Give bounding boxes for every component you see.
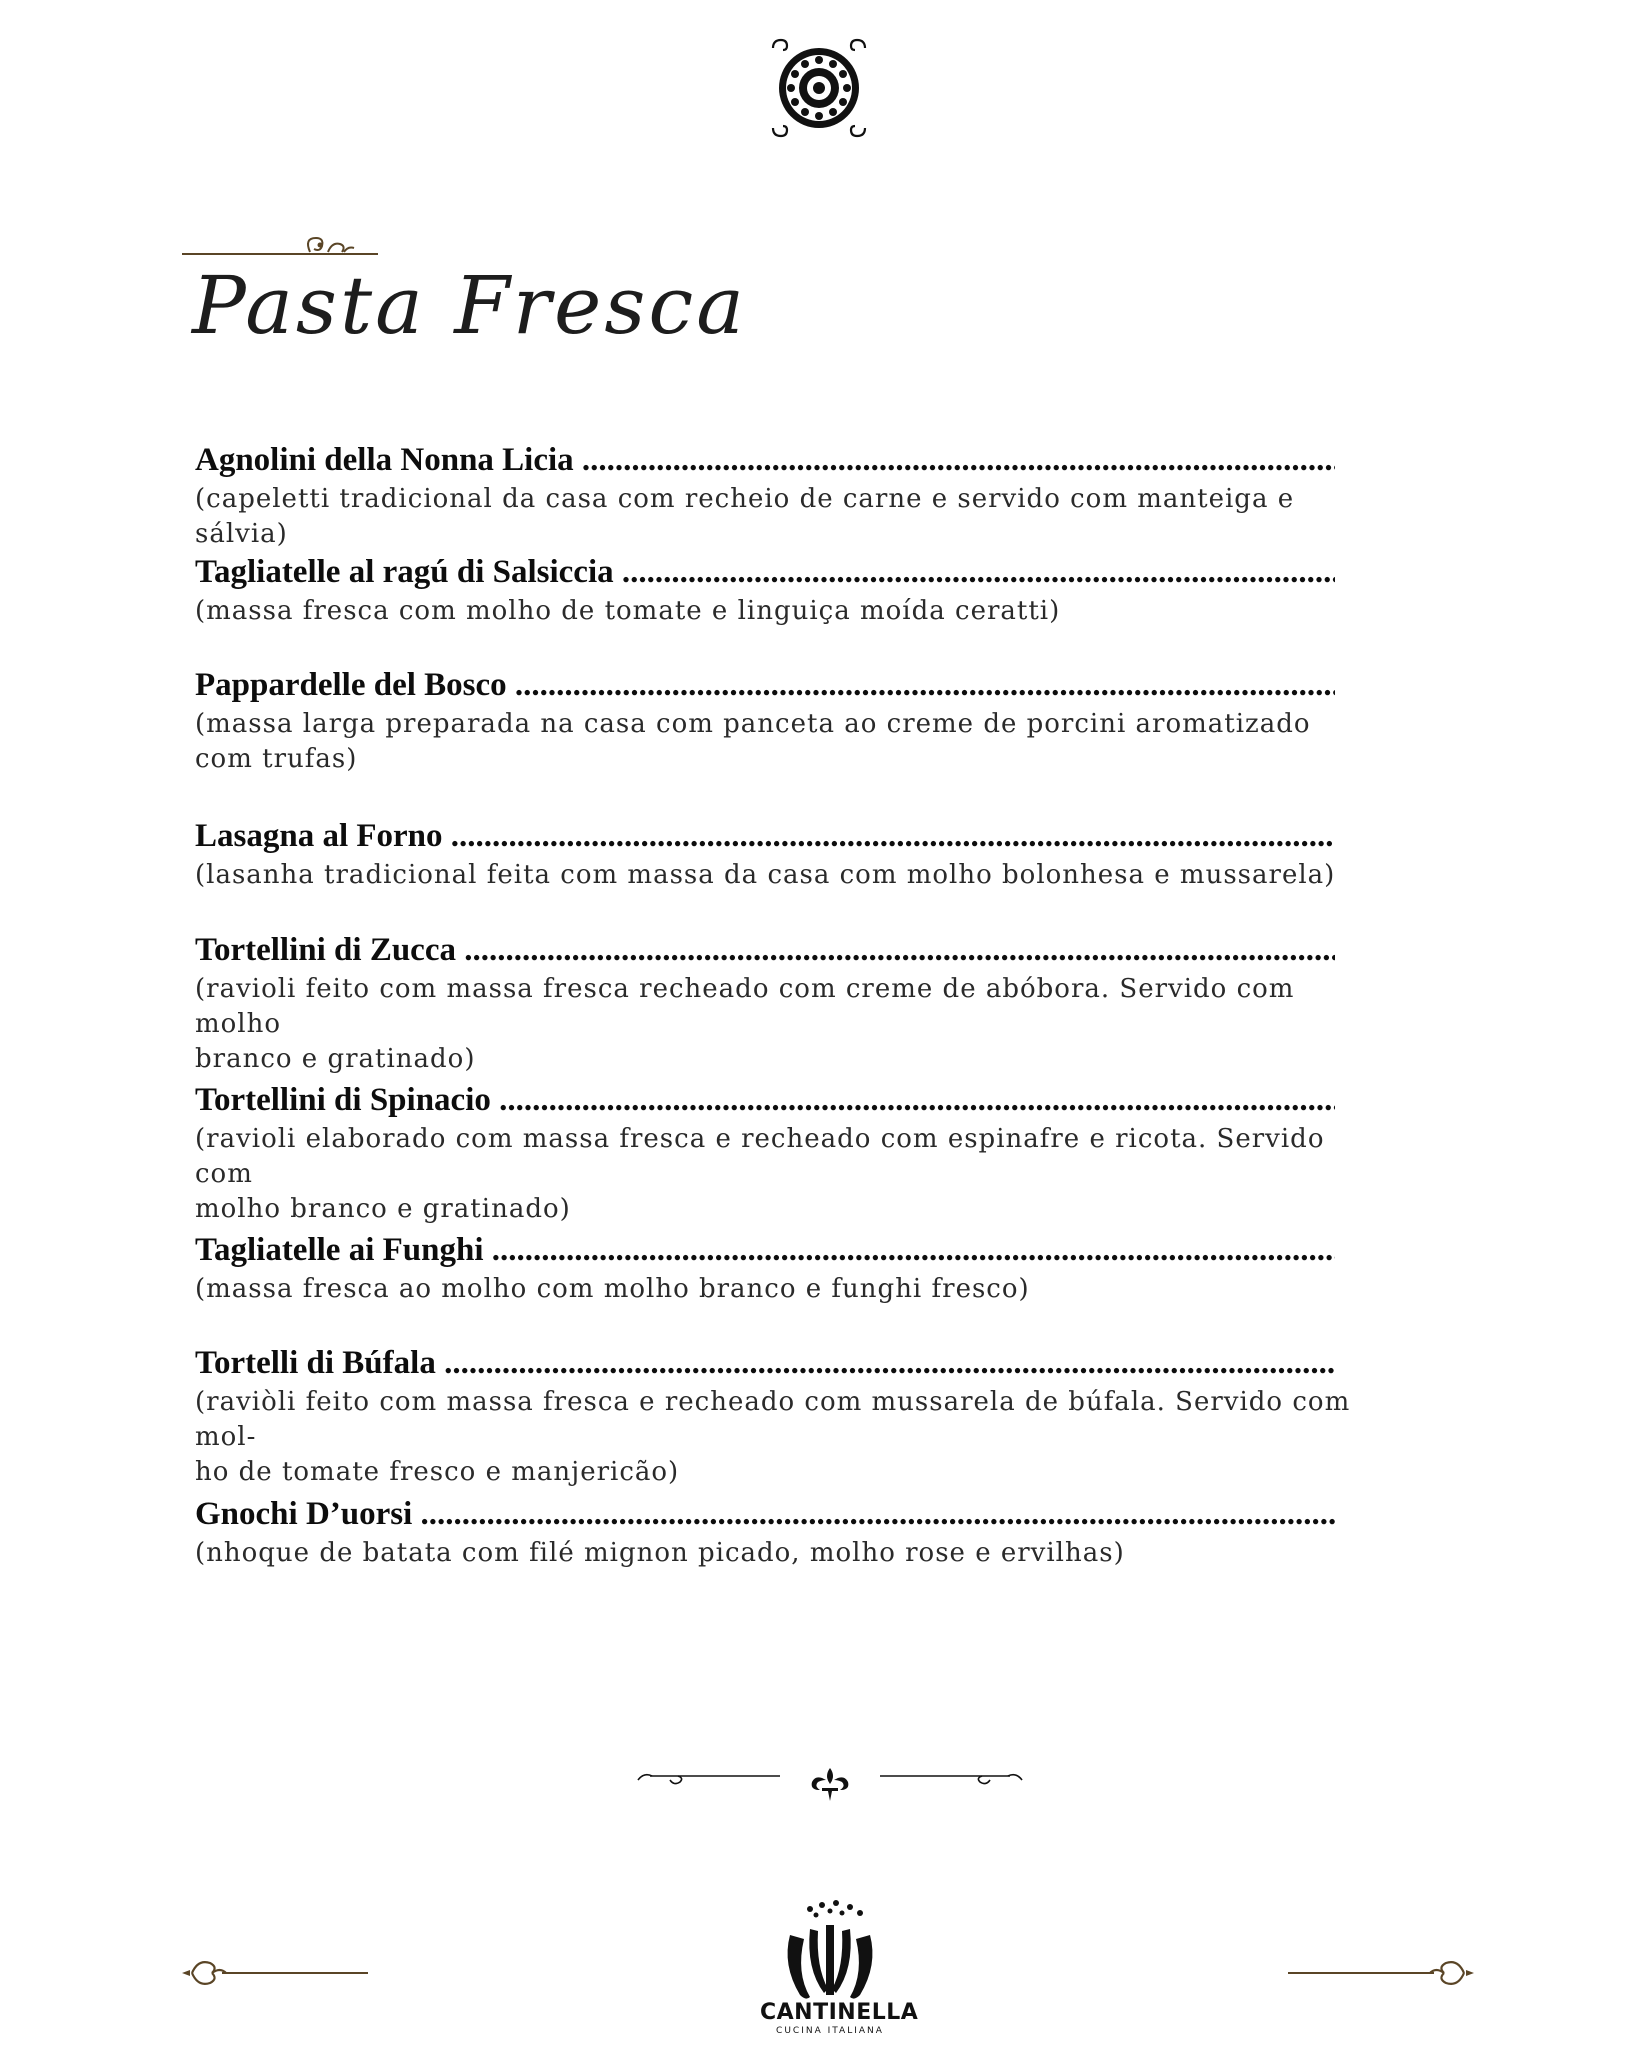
right-flourish-icon xyxy=(1288,1953,1474,1993)
menu-item xyxy=(195,1492,1355,1571)
menu-item-name: Lasagna al Forno ..... xyxy=(195,814,1335,858)
menu-item-description: (massa fresca ao molho com molho branco e funghi fresco) xyxy=(195,1274,1030,1304)
menu-item-name: Pappardelle del Bosco ..... xyxy=(195,663,1335,707)
menu-item xyxy=(195,550,1355,629)
menu-item-description: (ravioli feito com massa fresca recheado com creme de abóbora. Servido com molho branco e gratinado) xyxy=(195,974,1295,1074)
left-flourish-icon xyxy=(182,1953,368,1993)
menu-item-description: (raviòli feito com massa fresca e recheado com mussarela de búfala. Servido com mol- ho de tomate fresco e manjericão) xyxy=(195,1387,1351,1487)
menu-item-name: Agnolini della Nonna Licia ..... xyxy=(195,438,1335,482)
mandala-emblem-icon xyxy=(769,38,869,138)
menu-item-name: Tortelli di Búfala ..... xyxy=(195,1341,1335,1385)
menu-item-description: (capeletti tradicional da casa com recheio de carne e servido com manteiga e sálvia) xyxy=(195,484,1295,549)
menu-item-name: Gnochi D’uorsi ..... xyxy=(195,1492,1335,1536)
fleur-de-lis-divider-icon xyxy=(630,1760,1030,1804)
menu-item-name: Tagliatelle ai Funghi ..... xyxy=(195,1228,1335,1272)
page-title: Pasta Fresca xyxy=(192,259,747,352)
menu-item xyxy=(195,814,1355,893)
title-flourish-icon xyxy=(182,228,378,262)
menu-item xyxy=(195,438,1355,552)
menu-item-name: Tagliatelle al ragú di Salsiccia ..... xyxy=(195,550,1335,594)
menu-item xyxy=(195,663,1355,777)
logo-tagline: CUCINA ITALIANA xyxy=(776,2026,884,2036)
menu-item xyxy=(195,1228,1355,1307)
menu-item-description: (nhoque de batata com filé mignon picado, molho rose e ervilhas) xyxy=(195,1538,1125,1568)
logo-name: CANTINELLA xyxy=(760,2000,919,2025)
menu-item-description: (lasanha tradicional feita com massa da casa com molho bolonhesa e mussarela) xyxy=(195,860,1336,890)
menu-item-description: (massa larga preparada na casa com panceta ao creme de porcini aromatizado com trufas) xyxy=(195,709,1311,774)
menu-item-description: (ravioli elaborado com massa fresca e recheado com espinafre e ricota. Servido com molho branco e gratinado) xyxy=(195,1124,1325,1224)
menu-item xyxy=(195,1341,1355,1490)
menu-item xyxy=(195,928,1355,1077)
menu-item xyxy=(195,1078,1355,1227)
menu-item-description: (massa fresca com molho de tomate e linguiça moída ceratti) xyxy=(195,596,1061,626)
menu-item-name: Tortellini di Spinacio ..... xyxy=(195,1078,1335,1122)
menu-item-name: Tortellini di Zucca ..... xyxy=(195,928,1335,972)
